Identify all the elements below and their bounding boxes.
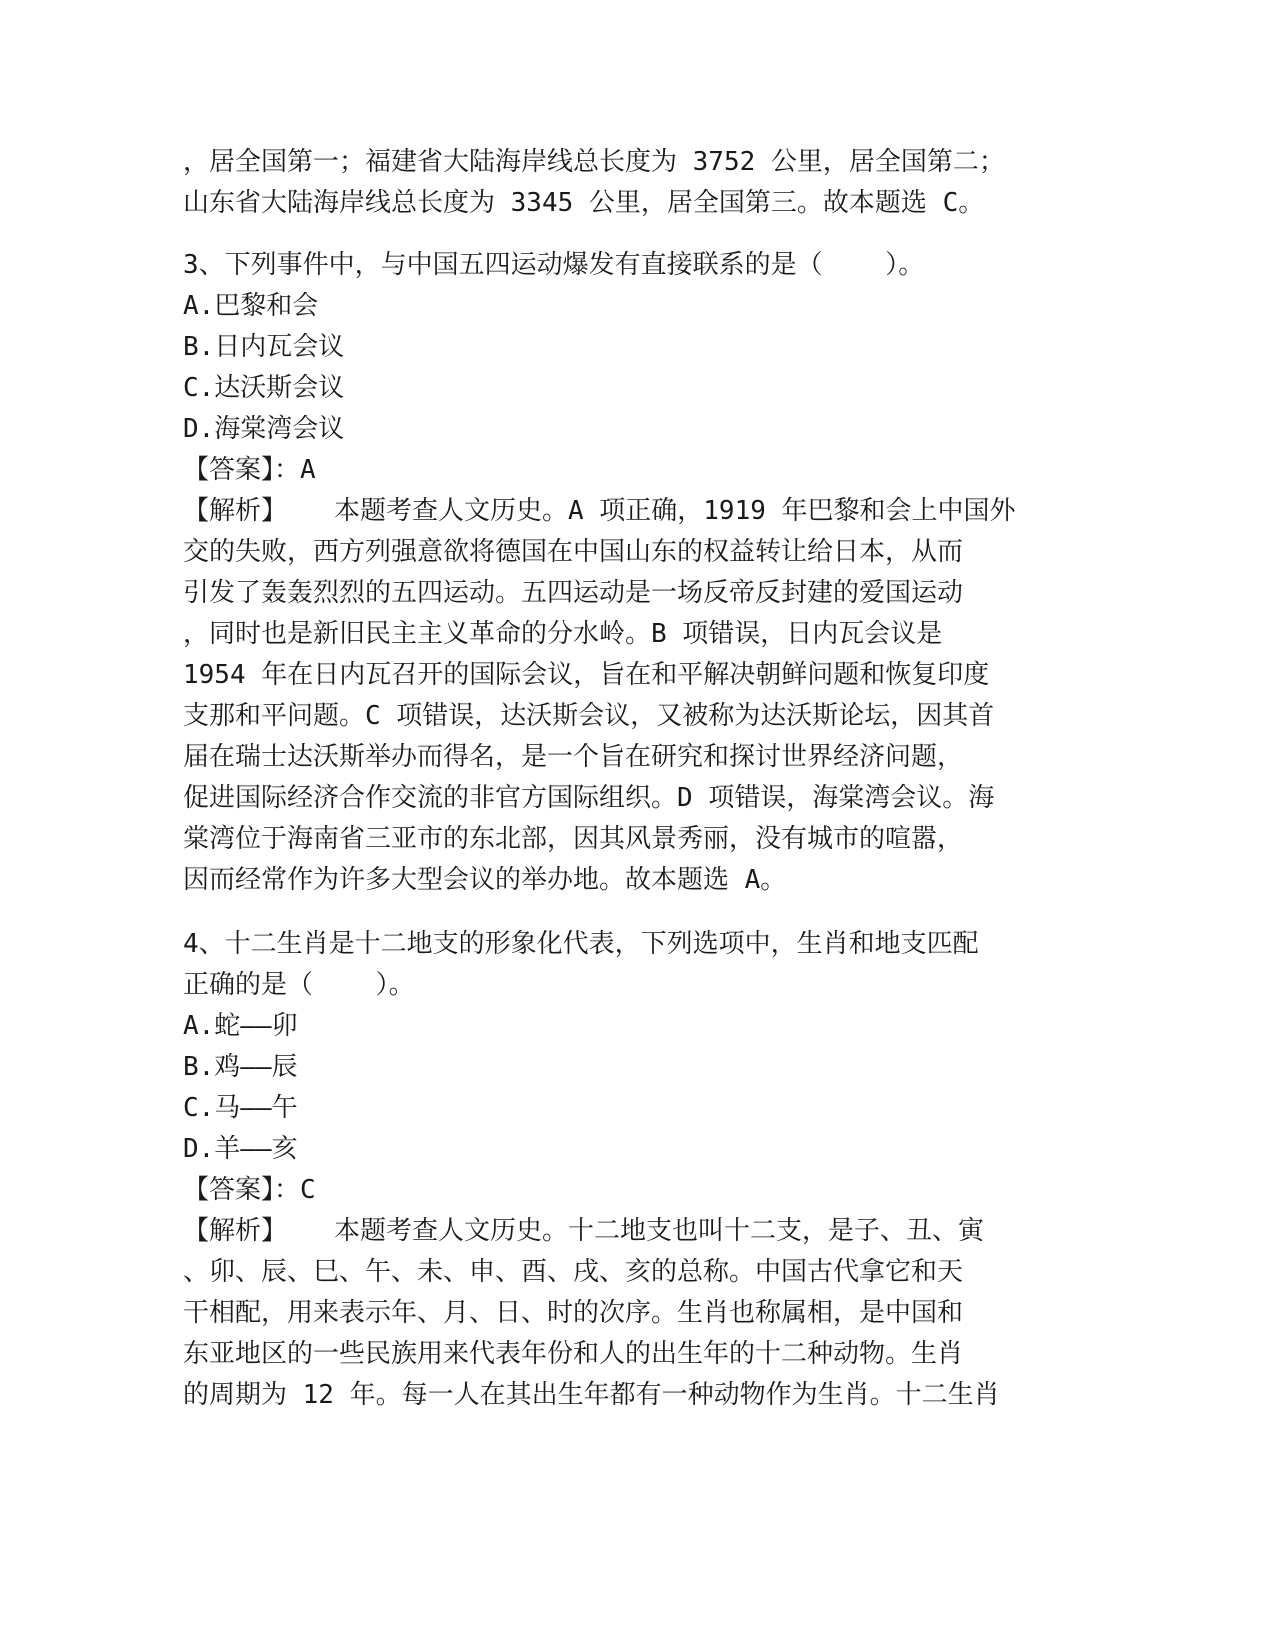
question-3-analysis-line: 届在瑞士达沃斯举办而得名，是一个旨在研究和探讨世界经济问题， xyxy=(183,742,964,772)
question-4-analysis-line: 东亚地区的一些民族用来代表年份和人的出生年的十二种动物。生肖 xyxy=(183,1339,964,1369)
question-4-stem-line: 4、十二生肖是十二地支的形象化代表，下列选项中，生肖和地支匹配 xyxy=(183,929,979,959)
question-3-option-c: C.达沃斯会议 xyxy=(183,373,345,403)
question-3-answer: 【答案】：A xyxy=(183,455,316,485)
question-3-analysis-line: 1954 年在日内瓦召开的国际会议，旨在和平解决朝鲜问题和恢复印度 xyxy=(183,660,990,690)
question-3-option-a: A.巴黎和会 xyxy=(183,291,319,321)
question-4-stem-line: 正确的是（ ）。 xyxy=(183,970,415,1000)
question-3-option-d: D.海棠湾会议 xyxy=(183,414,345,444)
question-4-analysis-line: 、卯、辰、巳、午、未、申、酉、戌、亥的总称。中国古代拿它和天 xyxy=(183,1257,964,1287)
question-3-analysis-line: 棠湾位于海南省三亚市的东北部，因其风景秀丽，没有城市的喧嚣， xyxy=(183,824,964,854)
question-3-analysis-line: ，同时也是新旧民主主义革命的分水岭。B 项错误，日内瓦会议是 xyxy=(183,619,943,649)
question-3-option-b: B.日内瓦会议 xyxy=(183,332,345,362)
intro-line: 山东省大陆海岸线总长度为 3345 公里，居全国第三。故本题选 C。 xyxy=(183,188,985,218)
question-4-analysis-line: 干相配，用来表示年、月、日、时的次序。生肖也称属相，是中国和 xyxy=(183,1298,964,1328)
question-3-analysis-line: 因而经常作为许多大型会议的举办地。故本题选 A。 xyxy=(183,865,787,895)
question-3-analysis-line: 引发了轰轰烈烈的五四运动。五四运动是一场反帝反封建的爱国运动 xyxy=(183,578,964,608)
question-4-answer: 【答案】：C xyxy=(183,1175,316,1205)
question-4-option-d: D.羊——亥 xyxy=(183,1134,298,1164)
question-3-analysis-line: 【解析】 本题考查人文历史。A 项正确，1919 年巴黎和会上中国外 xyxy=(183,496,1016,526)
question-3-analysis-line: 支那和平问题。C 项错误，达沃斯会议，又被称为达沃斯论坛，因其首 xyxy=(183,701,995,731)
question-3-analysis-line: 促进国际经济合作交流的非官方国际组织。D 项错误，海棠湾会议。海 xyxy=(183,783,995,813)
question-4-analysis-line: 的周期为 12 年。每一人在其出生年都有一种动物作为生肖。十二生肖 xyxy=(183,1380,1000,1410)
intro-line: ，居全国第一；福建省大陆海岸线总长度为 3752 公里，居全国第二； xyxy=(183,147,1005,177)
question-4-option-c: C.马——午 xyxy=(183,1093,298,1123)
question-4-option-a: A.蛇——卯 xyxy=(183,1011,298,1041)
question-4-option-b: B.鸡——辰 xyxy=(183,1052,298,1082)
question-3-analysis-line: 交的失败，西方列强意欲将德国在中国山东的权益转让给日本，从而 xyxy=(183,537,964,567)
question-4-analysis-line: 【解析】 本题考查人文历史。十二地支也叫十二支，是子、丑、寅 xyxy=(183,1216,984,1246)
question-3-stem: 3、下列事件中，与中国五四运动爆发有直接联系的是（ ）。 xyxy=(183,250,925,280)
